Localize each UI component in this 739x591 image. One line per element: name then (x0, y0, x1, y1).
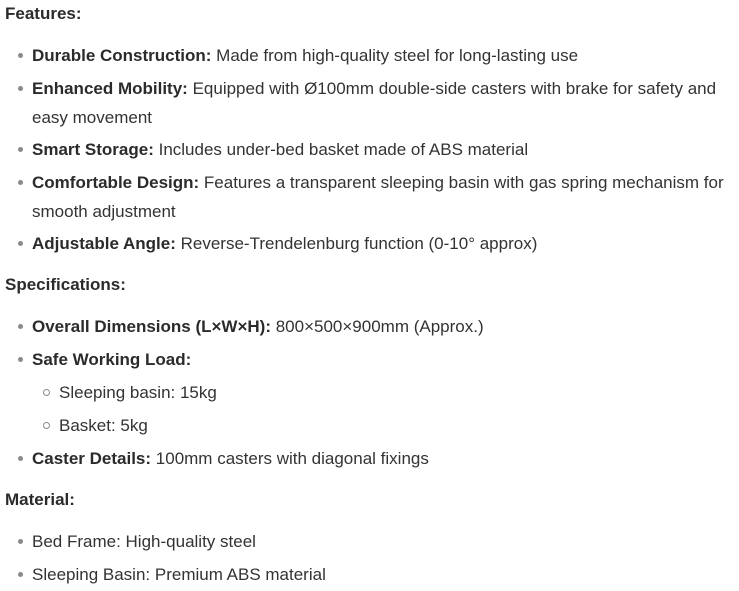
hollow-bullet-icon (43, 422, 50, 429)
feature-text: Equipped with Ø100mm double-side casters with brake for safety and easy movement (32, 79, 717, 127)
material-text: Bed Frame: High-quality steel (32, 532, 256, 551)
feature-text: Includes under-bed basket made of ABS material (153, 140, 529, 159)
feature-item-adjustable-angle (32, 229, 732, 258)
material-item-sleeping-basin (32, 560, 732, 589)
bullet-icon (18, 147, 23, 152)
spec-label: Overall Dimensions (L×W×H): (32, 317, 271, 336)
hollow-bullet-icon (43, 389, 50, 396)
feature-text: Features a transparent sleeping basin with gas spring mechanism for smooth adjustment (32, 173, 724, 221)
feature-item-enhanced-mobility (32, 74, 732, 132)
spec-label: Caster Details: (32, 449, 152, 468)
spec-item-caster-details (32, 444, 732, 473)
feature-item-smart-storage (32, 135, 732, 164)
bullet-icon (18, 180, 23, 185)
spec-item-overall-dimensions (32, 312, 732, 341)
feature-label: Enhanced Mobility: (32, 79, 188, 98)
spec-item-safe-working-load (32, 345, 732, 374)
material-text: Sleeping Basin: Premium ABS material (32, 565, 326, 584)
bullet-icon (18, 539, 23, 544)
spec-sub-text: Basket: 5kg (59, 416, 148, 435)
features-heading: Features: (5, 4, 82, 23)
spec-sub-item-sleeping-basin (59, 378, 719, 407)
feature-item-comfortable-design (32, 168, 732, 226)
bullet-icon (18, 53, 23, 58)
material-heading: Material: (5, 490, 75, 509)
feature-label: Smart Storage: (32, 140, 154, 159)
bullet-icon (18, 86, 23, 91)
spec-sub-text: Sleeping basin: 15kg (59, 383, 217, 402)
spec-text: 100mm casters with diagonal fixings (151, 449, 429, 468)
feature-text: Reverse-Trendelenburg function (0-10° approx) (175, 234, 538, 253)
bullet-icon (18, 241, 23, 246)
feature-label: Adjustable Angle: (32, 234, 176, 253)
feature-text: Made from high-quality steel for long-lasting use (211, 46, 579, 65)
bullet-icon (18, 572, 23, 577)
bullet-icon (18, 357, 23, 362)
bullet-icon (18, 456, 23, 461)
spec-label: Safe Working Load: (32, 350, 192, 369)
spec-text: 800×500×900mm (Approx.) (271, 317, 484, 336)
spec-sub-item-basket (59, 411, 719, 440)
feature-label: Comfortable Design: (32, 173, 200, 192)
specifications-heading: Specifications: (5, 275, 126, 294)
bullet-icon (18, 324, 23, 329)
feature-item-durable-construction (32, 41, 732, 70)
material-item-bed-frame (32, 527, 732, 556)
feature-label: Durable Construction: (32, 46, 212, 65)
